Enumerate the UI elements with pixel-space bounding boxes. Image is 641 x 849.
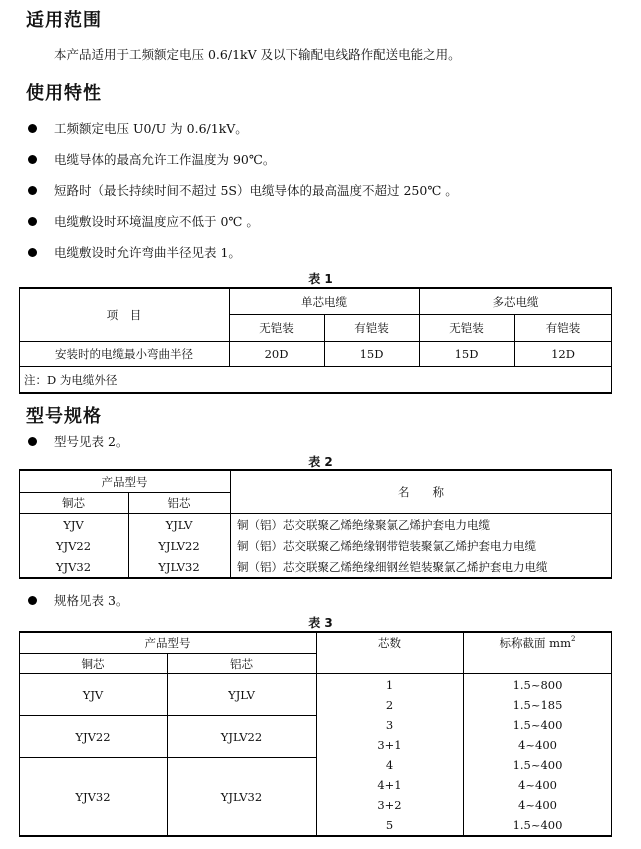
table3-cell: 4~400 [518,798,557,812]
bullet-text: 电缆导体的最高允许工作温度为 90℃。 [54,152,276,167]
table3-cell: 4~400 [518,738,557,752]
bullet-icon [28,124,37,133]
table3-cell: 4~400 [518,778,557,792]
table3-cell: YJV22 [75,729,111,744]
bullet-icon [28,437,37,446]
table1-row-label: 安装时的电缆最小弯曲半径 [55,347,193,361]
table2-cell: YJLV [165,517,193,532]
bullet-icon [28,217,37,226]
table3-cell: 4+1 [377,778,402,792]
table3-section-header-text: 标称截面 mm [499,636,571,650]
table3-cell: 4 [385,758,394,772]
table1-armored-header: 有铠装 [354,321,389,335]
list-item [28,119,248,137]
table3-cores-header: 芯数 [378,636,401,650]
list-item [28,181,458,199]
table1-unarmored-header: 无铠装 [449,321,484,335]
list-item [28,591,128,609]
bullet-icon [28,186,37,195]
table2-copper-header: 铜芯 [62,496,85,510]
list-item [28,212,259,230]
table3-section-header-sup: 2 [571,635,576,643]
list-item [28,243,241,261]
table2-model-header: 产品型号 [101,474,148,489]
table2-cell: YJV22 [55,538,92,553]
table1-armored-header: 有铠装 [545,321,581,335]
bullet-icon [28,596,37,605]
bullet-icon [28,155,37,164]
table1-note: 注：D 为电缆外径 [24,372,118,387]
table3-cell: 1.5~185 [512,698,563,712]
table3-cell: 1.5~800 [512,678,563,692]
table1-caption: 表 1 [308,272,333,286]
table3-cell: YJLV22 [220,729,263,744]
bullet-icon [28,248,37,257]
section-title-scope: 适用范围 [26,10,102,31]
table1-unarmored-header: 无铠装 [259,321,294,335]
bullet-text: 型号见表 2。 [54,434,129,449]
table3-cell: 1.5~400 [512,818,563,832]
table2-cell: 铜（铝）芯交联聚乙烯绝缘细钢丝铠装聚氯乙烯护套电力电缆 [237,559,548,574]
table3-cell: 1.5~400 [512,718,563,732]
section-title-models: 型号规格 [26,406,102,427]
table3-cell: YJLV [228,687,255,702]
bullet-text: 规格见表 3。 [54,593,129,608]
table3-section-header [463,633,612,653]
table3-copper-header: 铜芯 [81,656,105,671]
table1-cell: 15D [359,347,384,361]
scope-text: 本产品适用于工频额定电压 0.6/1kV 及以下输配电线路作配送电能之用。 [54,47,461,62]
list-item [28,432,128,450]
table1-item-header: 项 目 [106,308,142,322]
table2-cell: 铜（铝）芯交联聚乙烯绝缘钢带铠装聚氯乙烯护套电力电缆 [237,538,536,553]
bullet-text: 短路时（最长持续时间不超过 5S）电缆导体的最高温度不超过 250℃ 。 [54,183,458,198]
table2-cell: YJV32 [55,559,92,574]
bullet-text: 电缆敷设时环境温度应不低于 0℃ 。 [54,214,259,229]
table3-cell: 1 [385,678,394,692]
table2-aluminum-header: 铝芯 [167,496,191,510]
table3-cell: 3+2 [377,798,402,812]
list-item [28,150,275,168]
table3-cell: 3+1 [377,738,402,752]
section-title-characteristics: 使用特性 [26,83,102,104]
table2-name-header: 名 称 [398,485,444,499]
table2-cell: 铜（铝）芯交联聚乙烯绝缘聚氯乙烯护套电力电缆 [237,517,490,532]
bullet-text: 工频额定电压 U0/U 为 0.6/1kV。 [54,121,248,136]
table1-single-core-header: 单芯电缆 [301,294,347,309]
table2-cell: YJLV32 [158,559,200,574]
table3-cell: 3 [385,718,394,732]
table3-caption: 表 3 [308,616,333,630]
table1-multi-core-header: 多芯电缆 [492,294,539,309]
table3-cell: YJLV32 [220,789,263,804]
table3-aluminum-header: 铝芯 [230,656,253,671]
bullet-text: 电缆敷设时允许弯曲半径见表 1。 [54,245,241,260]
table1-cell: 12D [551,347,575,361]
table3-cell: YJV [82,687,104,702]
table1-cell: 15D [454,347,479,361]
table3-cell: YJV32 [75,789,111,804]
table3-cell: 2 [385,698,394,712]
table3-cell: 1.5~400 [512,758,563,772]
table3-model-header: 产品型号 [144,636,191,650]
table1-cell: 20D [264,347,289,361]
table2-caption: 表 2 [308,455,333,469]
table3-cell: 5 [385,818,394,832]
table2-cell: YJLV22 [158,538,200,553]
table2-cell: YJV [63,517,84,532]
